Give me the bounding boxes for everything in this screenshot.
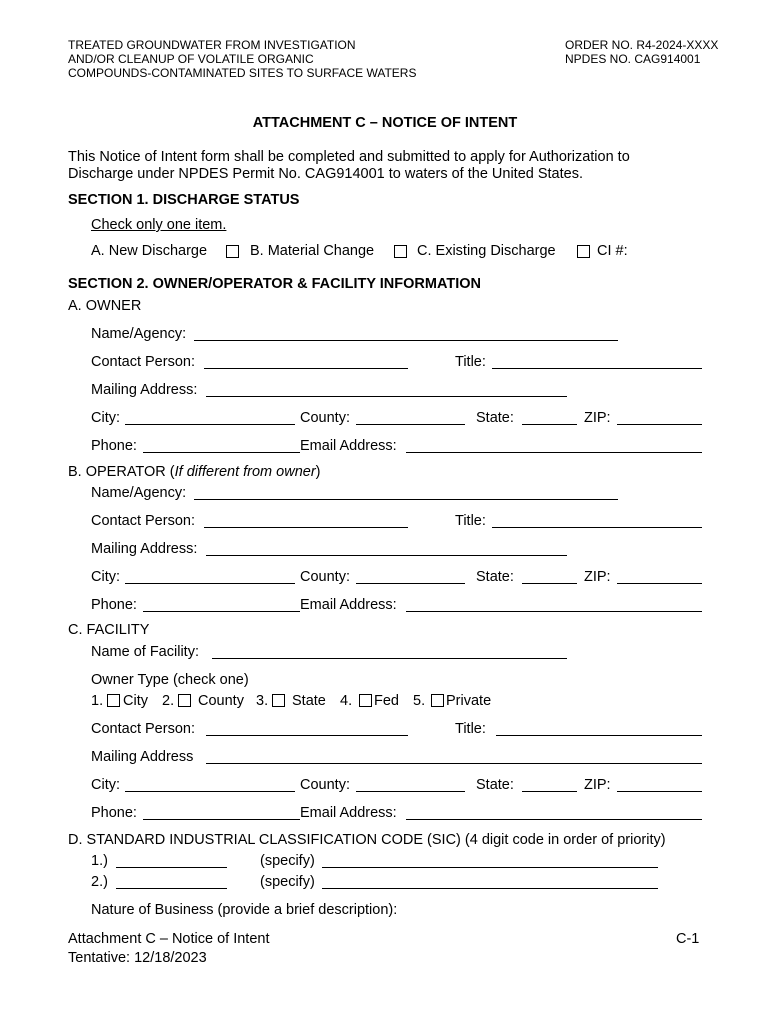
section2-heading: SECTION 2. OWNER/OPERATOR & FACILITY INFORMATION — [68, 276, 481, 292]
owner-type-state-checkbox[interactable] — [272, 694, 285, 707]
owner-type-county-checkbox[interactable] — [178, 694, 191, 707]
owner-type-private-num: 5. — [413, 693, 426, 709]
owner-title-field[interactable] — [492, 368, 702, 369]
facility-state-label: State: — [476, 777, 514, 793]
owner-city-field[interactable] — [125, 424, 295, 425]
owner-email-label: Email Address: — [300, 438, 397, 454]
sic-item2-label: 2.) — [91, 874, 108, 890]
facility-zip-field[interactable] — [617, 791, 702, 792]
owner-contact-field[interactable] — [204, 368, 408, 369]
owner-mailing-field[interactable] — [206, 396, 567, 397]
section1-heading: SECTION 1. DISCHARGE STATUS — [68, 192, 300, 208]
operator-phone-label: Phone: — [91, 597, 137, 613]
facility-title-label: Title: — [455, 721, 486, 737]
owner-type-state-label: State — [292, 693, 326, 709]
facility-contact-field[interactable] — [206, 735, 408, 736]
owner-zip-field[interactable] — [617, 424, 702, 425]
operator-email-field[interactable] — [406, 611, 702, 612]
operator-state-label: State: — [476, 569, 514, 585]
nature-of-business-label: Nature of Business (provide a brief description): — [91, 902, 398, 918]
operator-zip-label: ZIP: — [584, 569, 611, 585]
existing-discharge-checkbox[interactable] — [577, 245, 590, 258]
owner-type-fed-checkbox[interactable] — [359, 694, 372, 707]
facility-heading: C. FACILITY — [68, 622, 150, 638]
owner-city-label: City: — [91, 410, 120, 426]
operator-contact-field[interactable] — [204, 527, 408, 528]
owner-county-field[interactable] — [356, 424, 465, 425]
material-change-checkbox[interactable] — [394, 245, 407, 258]
operator-phone-field[interactable] — [143, 611, 300, 612]
owner-type-city-label: City — [123, 693, 148, 709]
option-existing-discharge-label: C. Existing Discharge — [417, 243, 556, 259]
owner-name-field[interactable] — [194, 340, 618, 341]
owner-type-private-checkbox[interactable] — [431, 694, 444, 707]
owner-type-city-num: 1. — [91, 693, 104, 709]
facility-city-field[interactable] — [125, 791, 295, 792]
sic-specify1-label: (specify) — [260, 853, 315, 869]
header-left-line1: TREATED GROUNDWATER FROM INVESTIGATION — [68, 38, 356, 52]
facility-title-field[interactable] — [496, 735, 702, 736]
owner-type-city-checkbox[interactable] — [107, 694, 120, 707]
facility-email-field[interactable] — [406, 819, 702, 820]
operator-city-label: City: — [91, 569, 120, 585]
sic-code1-field[interactable] — [116, 867, 227, 868]
owner-name-label: Name/Agency: — [91, 326, 187, 342]
operator-county-field[interactable] — [356, 583, 465, 584]
facility-state-field[interactable] — [522, 791, 577, 792]
operator-mailing-field[interactable] — [206, 555, 567, 556]
order-number: ORDER NO. R4-2024-XXXX — [565, 38, 719, 52]
owner-phone-field[interactable] — [143, 452, 300, 453]
owner-heading: A. OWNER — [68, 298, 142, 314]
facility-zip-label: ZIP: — [584, 777, 611, 793]
footer-tentative-date: Tentative: 12/18/2023 — [68, 950, 207, 966]
sic-item1-label: 1.) — [91, 853, 108, 869]
owner-state-label: State: — [476, 410, 514, 426]
sic-specify2-label: (specify) — [260, 874, 315, 890]
header-left-line3: COMPOUNDS-CONTAMINATED SITES TO SURFACE WATERS — [68, 66, 417, 80]
intro-line2: Discharge under NPDES Permit No. CAG914001 to waters of the United States. — [68, 166, 583, 182]
owner-contact-label: Contact Person: — [91, 354, 195, 370]
owner-email-field[interactable] — [406, 452, 702, 453]
owner-type-fed-num: 4. — [340, 693, 353, 709]
operator-contact-label: Contact Person: — [91, 513, 195, 529]
facility-contact-label: Contact Person: — [91, 721, 195, 737]
operator-heading: B. OPERATOR (If different from owner) — [68, 464, 321, 480]
sic-specify2-field[interactable] — [322, 888, 658, 889]
facility-phone-label: Phone: — [91, 805, 137, 821]
operator-title-label: Title: — [455, 513, 486, 529]
ci-number-label: CI #: — [597, 243, 628, 259]
facility-email-label: Email Address: — [300, 805, 397, 821]
page-title: ATTACHMENT C – NOTICE OF INTENT — [252, 115, 518, 131]
facility-county-label: County: — [300, 777, 350, 793]
owner-zip-label: ZIP: — [584, 410, 611, 426]
operator-name-field[interactable] — [194, 499, 618, 500]
owner-state-field[interactable] — [522, 424, 577, 425]
owner-type-private-label: Private — [446, 693, 492, 709]
operator-name-label: Name/Agency: — [91, 485, 187, 501]
header-left-line2: AND/OR CLEANUP OF VOLATILE ORGANIC — [68, 52, 314, 66]
intro-line1: This Notice of Intent form shall be completed and submitted to apply for Authorization to — [68, 149, 630, 165]
facility-mailing-label: Mailing Address — [91, 749, 194, 765]
operator-state-field[interactable] — [522, 583, 577, 584]
footer-attachment-label: Attachment C – Notice of Intent — [68, 931, 270, 947]
npdes-number: NPDES NO. CAG914001 — [565, 52, 701, 66]
owner-type-county-num: 2. — [162, 693, 175, 709]
owner-phone-label: Phone: — [91, 438, 137, 454]
facility-county-field[interactable] — [356, 791, 465, 792]
facility-city-label: City: — [91, 777, 120, 793]
owner-type-county-label: County — [198, 693, 244, 709]
sic-code2-field[interactable] — [116, 888, 227, 889]
facility-phone-field[interactable] — [143, 819, 300, 820]
sic-heading: D. STANDARD INDUSTRIAL CLASSIFICATION CODE (SIC) (4 digit code in order of priority) — [68, 832, 666, 848]
operator-city-field[interactable] — [125, 583, 295, 584]
facility-name-label: Name of Facility: — [91, 644, 199, 660]
owner-type-state-num: 3. — [256, 693, 269, 709]
facility-mailing-field[interactable] — [206, 763, 702, 764]
operator-email-label: Email Address: — [300, 597, 397, 613]
operator-mailing-label: Mailing Address: — [91, 541, 198, 557]
owner-title-label: Title: — [455, 354, 486, 370]
section1-instruction: Check only one item. — [91, 217, 227, 233]
owner-type-label: Owner Type (check one) — [91, 672, 249, 688]
operator-title-field[interactable] — [492, 527, 702, 528]
option-new-discharge-label: A. New Discharge — [91, 243, 208, 259]
footer-page-number: C-1 — [676, 931, 700, 947]
option-material-change-label: B. Material Change — [250, 243, 375, 259]
owner-type-fed-label: Fed — [374, 693, 399, 709]
new-discharge-checkbox[interactable] — [226, 245, 239, 258]
owner-county-label: County: — [300, 410, 350, 426]
operator-zip-field[interactable] — [617, 583, 702, 584]
sic-specify1-field[interactable] — [322, 867, 658, 868]
owner-mailing-label: Mailing Address: — [91, 382, 198, 398]
operator-county-label: County: — [300, 569, 350, 585]
facility-name-field[interactable] — [212, 658, 567, 659]
